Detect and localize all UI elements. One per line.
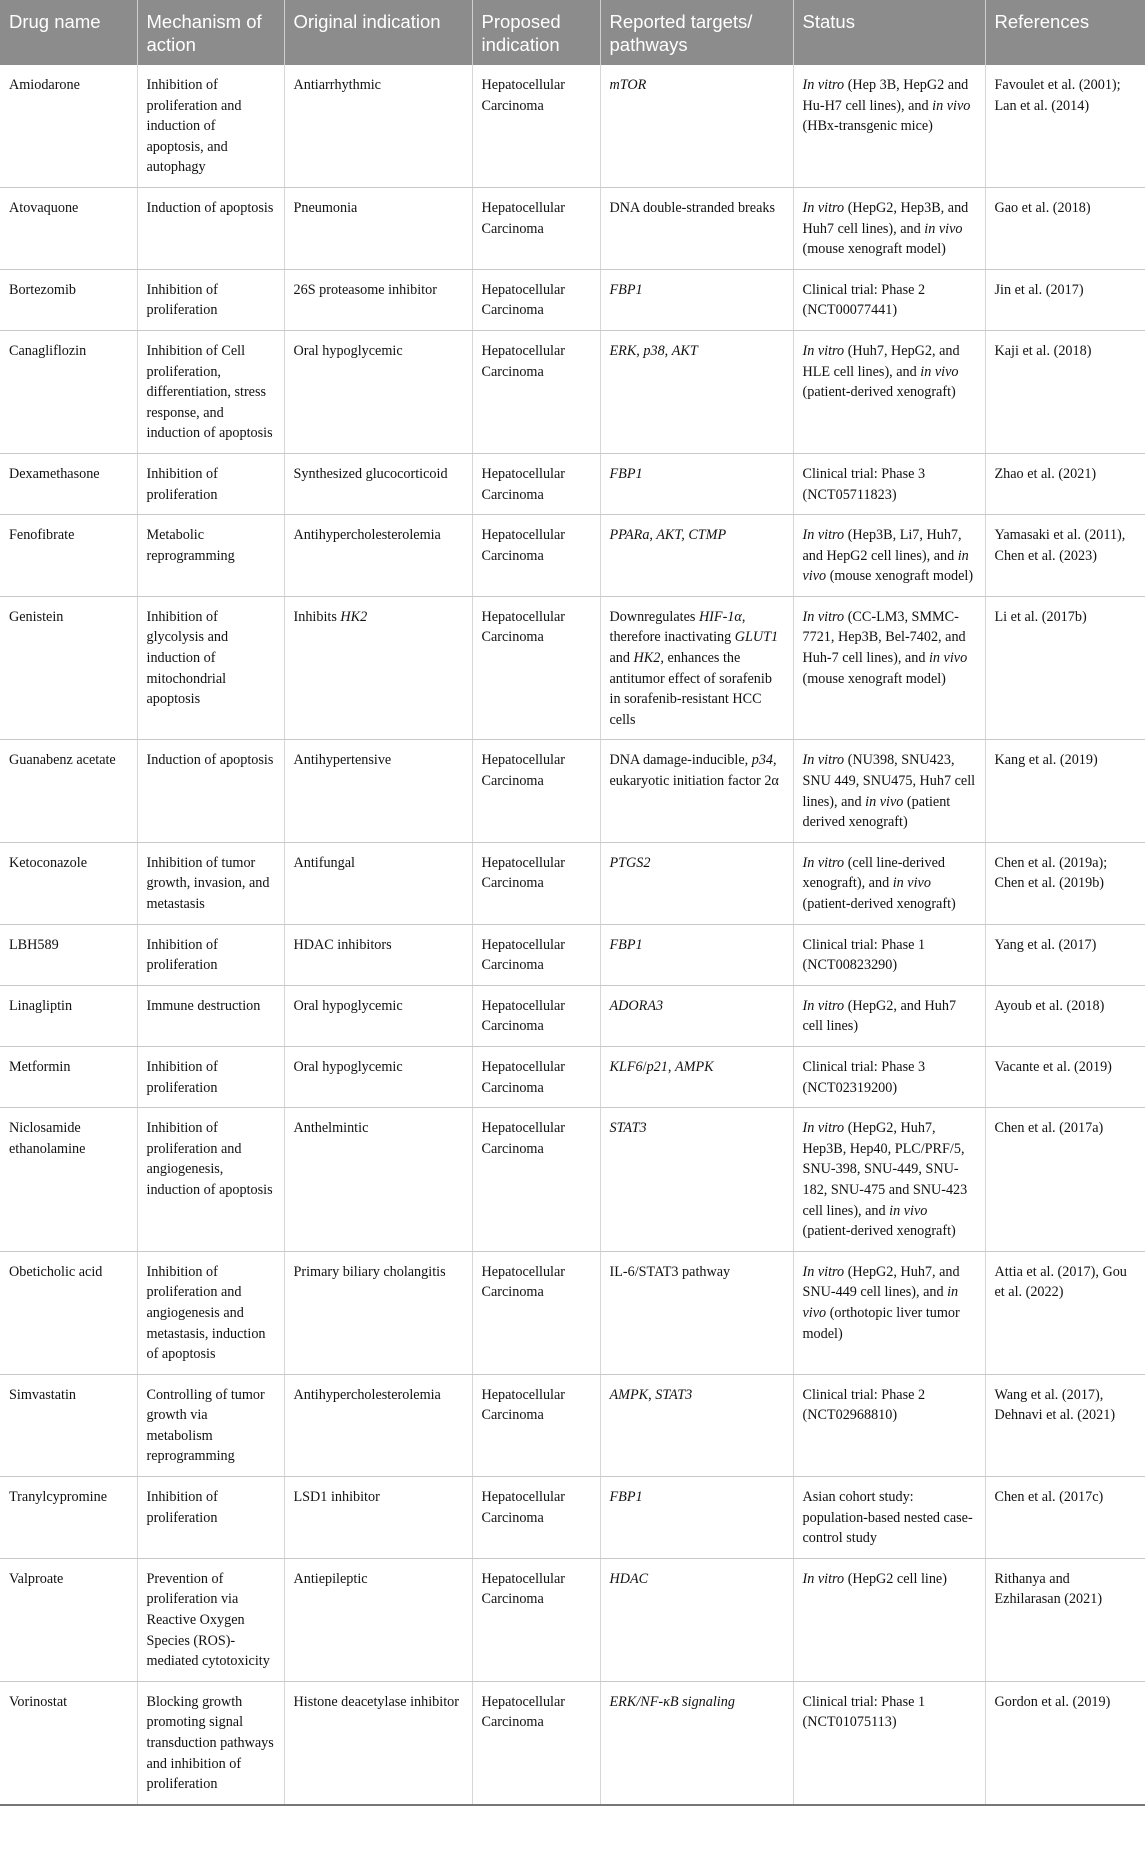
text-segment: IL-6/STAT3 pathway (609, 1263, 731, 1280)
text-segment: (Hep 3B, HepG2 and Hu-H7 cell lines), and (802, 77, 969, 114)
targets-cell (600, 1251, 793, 1374)
italic-text: in vivo (889, 1202, 928, 1219)
mechanism-cell: Inhibition of proliferation and angiogenesis, induction of apoptosis (137, 1108, 284, 1252)
text-segment: and (609, 650, 634, 667)
original-indication-cell: Antihypercholesterolemia (284, 515, 472, 597)
status-cell (793, 330, 985, 453)
mechanism-cell: Inhibition of proliferation (137, 924, 284, 985)
status-cell (793, 985, 985, 1046)
references-cell: Rithanya and Ezhilarasan (2021) (985, 1558, 1145, 1681)
original-indication-cell: 26S proteasome inhibitor (284, 269, 472, 330)
status-cell (793, 515, 985, 597)
proposed-indication-cell: Hepatocellular Carcinoma (472, 269, 600, 330)
header-original-indication: Original indication (284, 0, 472, 65)
targets-cell (600, 596, 793, 740)
text-segment: Clinical trial: Phase 2 (NCT02968810) (802, 1386, 926, 1424)
header-references: References (994, 11, 1090, 32)
italic-text: STAT3 (655, 1386, 693, 1403)
italic-text: in vivo (920, 363, 959, 380)
proposed-indication-cell: Hepatocellular Carcinoma (472, 1108, 600, 1252)
drug-name-cell: Amiodarone (0, 65, 137, 187)
references-cell: Chen et al. (2017a) (985, 1108, 1145, 1252)
table-row (0, 596, 1145, 740)
status-cell (793, 1251, 985, 1374)
italic-text: STAT3 (609, 1120, 647, 1137)
references-cell: Vacante et al. (2019) (985, 1046, 1145, 1107)
text-segment: (HepG2, Huh7, and SNU-449 cell lines), and (802, 1263, 960, 1301)
targets-cell (600, 330, 793, 453)
italic-text: AKT (671, 342, 698, 359)
original-indication-cell: Synthesized glucocorticoid (284, 453, 472, 514)
targets-cell (600, 269, 793, 330)
mechanism-cell: Prevention of proliferation via Reactive Oxygen Species (ROS)-mediated cytotoxicity (137, 1558, 284, 1681)
references-cell: Kaji et al. (2018) (985, 330, 1145, 453)
targets-cell (600, 1374, 793, 1476)
status-cell (793, 1046, 985, 1107)
italic-text: FBP1 (609, 465, 643, 482)
italic-text: In vitro (802, 752, 845, 769)
text-segment: , (636, 342, 644, 359)
drug-name-cell: Metformin (0, 1046, 137, 1107)
original-indication-cell: Antiarrhythmic (284, 65, 472, 187)
italic-text: HDAC (609, 1570, 649, 1587)
proposed-indication-cell: Hepatocellular Carcinoma (472, 924, 600, 985)
drug-name-cell: Niclosamide ethanolamine (0, 1108, 137, 1252)
italic-text: in vivo (924, 220, 963, 237)
drug-name-cell: Simvastatin (0, 1374, 137, 1476)
table-row (0, 1046, 1145, 1107)
italic-text: in vivo (802, 1284, 959, 1321)
drug-name-cell: Canagliflozin (0, 330, 137, 453)
mechanism-cell: Inhibition of proliferation and induction of apoptosis, and autophagy (137, 65, 284, 187)
original-indication-cell: Anthelmintic (284, 1108, 472, 1252)
table-row (0, 1558, 1145, 1681)
status-cell (793, 1374, 985, 1476)
italic-text: In vitro (802, 1120, 845, 1137)
italic-text: In vitro (802, 608, 845, 625)
text-segment: (Hep3B, Li7, Huh7, and HepG2 cell lines), and (802, 527, 962, 564)
mechanism-cell: Inhibition of tumor growth, invasion, and metastasis (137, 842, 284, 924)
references-cell: Wang et al. (2017), Dehnavi et al. (2021) (985, 1374, 1145, 1476)
status-cell (793, 65, 985, 187)
targets-cell (600, 187, 793, 269)
text-segment: (mouse xenograft model) (802, 241, 946, 258)
table-row (0, 924, 1145, 985)
italic-text: In vitro (802, 997, 845, 1014)
text-segment: (patient derived xenograft) (802, 793, 951, 831)
drug-name-cell: Atovaquone (0, 187, 137, 269)
original-indication-cell: Histone deacetylase inhibitor (284, 1681, 472, 1804)
italic-text: p34 (751, 752, 774, 769)
mechanism-cell: Inhibition of glycolysis and induction of mitochondrial apoptosis (137, 596, 284, 740)
original-indication-cell: Primary biliary cholangitis (284, 1251, 472, 1374)
targets-cell (600, 1558, 793, 1681)
italic-text: AMPK (674, 1058, 714, 1075)
italic-text: In vitro (802, 527, 845, 544)
original-indication-cell: Antifungal (284, 842, 472, 924)
original-indication-cell: Oral hypoglycemic (284, 1046, 472, 1107)
drug-name-cell: Valproate (0, 1558, 137, 1681)
status-cell (793, 596, 985, 740)
italic-text: PPARa, AKT, CTMP (609, 527, 727, 544)
references-cell: Gordon et al. (2019) (985, 1681, 1145, 1804)
table-row (0, 515, 1145, 597)
italic-text: in vivo (865, 793, 904, 810)
italic-text: In vitro (802, 77, 845, 93)
drug-name-cell: Genistein (0, 596, 137, 740)
table-row (0, 1251, 1145, 1374)
drug-name-cell: Ketoconazole (0, 842, 137, 924)
text-segment: Clinical trial: Phase 3 (NCT05711823) (802, 465, 926, 503)
drug-name-cell: Fenofibrate (0, 515, 137, 597)
italic-text: in vivo (802, 547, 969, 585)
text-segment: (NU398, SNU423, SNU 449, SNU475, Huh7 cell lines), and (802, 752, 976, 810)
header-mechanism: Mechanism of action (137, 0, 284, 65)
proposed-indication-cell: Hepatocellular Carcinoma (472, 515, 600, 597)
italic-text: ERK/NF-κB signaling (609, 1693, 735, 1710)
text-segment: , (664, 342, 672, 359)
references-cell: Li et al. (2017b) (985, 596, 1145, 740)
text-segment: (HBx-transgenic mice) (802, 118, 933, 135)
text-segment: , (667, 1058, 675, 1075)
italic-text: In vitro (802, 1263, 845, 1280)
targets-cell (600, 924, 793, 985)
references-cell: Zhao et al. (2021) (985, 453, 1145, 514)
references-cell: Attia et al. (2017), Gou et al. (2022) (985, 1251, 1145, 1374)
italic-text: PTGS2 (609, 854, 651, 871)
original-indication-cell (284, 596, 472, 740)
proposed-indication-cell: Hepatocellular Carcinoma (472, 1374, 600, 1476)
italic-text: In vitro (802, 342, 845, 359)
original-indication-cell: Oral hypoglycemic (284, 330, 472, 453)
text-segment: DNA damage-inducible, (609, 752, 752, 769)
text-segment: (patient-derived xenograft) (802, 1223, 956, 1240)
original-indication-cell: HDAC inhibitors (284, 924, 472, 985)
original-indication-cell: Antiepileptic (284, 1558, 472, 1681)
drug-name-cell: LBH589 (0, 924, 137, 985)
text-segment: DNA double-stranded breaks (609, 199, 775, 216)
targets-cell (600, 1477, 793, 1559)
proposed-indication-cell: Hepatocellular Carcinoma (472, 596, 600, 740)
table-body (0, 65, 1145, 1805)
text-segment: (HepG2, Huh7, Hep3B, Hep40, PLC/PRF/5, SNU-398, SNU-449, SNU-182, SNU-475 and SNU-423 cell lines), and (802, 1120, 968, 1219)
text-segment: (HepG2, and Huh7 cell lines) (802, 997, 957, 1035)
targets-cell (600, 1108, 793, 1252)
text-segment: (mouse xenograft model) (826, 568, 974, 585)
text-segment: (CC-LM3, SMMC-7721, Hep3B, Bel-7402, and Huh-7 cell lines), and (802, 608, 966, 667)
text-segment: , (648, 1386, 656, 1403)
references-cell: Yamasaki et al. (2011), Chen et al. (2023) (985, 515, 1145, 597)
references-cell: Ayoub et al. (2018) (985, 985, 1145, 1046)
original-indication-cell: Oral hypoglycemic (284, 985, 472, 1046)
table-row (0, 453, 1145, 514)
italic-text: GLUT1 (734, 629, 779, 646)
italic-text: HIF-1α (698, 608, 742, 625)
proposed-indication-cell: Hepatocellular Carcinoma (472, 453, 600, 514)
italic-text: p21 (646, 1058, 668, 1075)
table-row (0, 65, 1145, 187)
text-segment: Inhibits (293, 608, 341, 625)
table-row (0, 740, 1145, 842)
text-segment: (patient-derived xenograft) (802, 896, 956, 912)
references-cell: Chen et al. (2017c) (985, 1477, 1145, 1559)
text-segment: , eukaryotic initiation factor 2α (609, 752, 779, 790)
status-cell (793, 1681, 985, 1804)
header-proposed-indication: Proposed indication (472, 0, 600, 65)
targets-cell (600, 740, 793, 842)
drug-name-cell: Tranylcypromine (0, 1477, 137, 1559)
drug-name-cell: Dexamethasone (0, 453, 137, 514)
table-header-row (0, 0, 1145, 65)
references-cell: Kang et al. (2019) (985, 740, 1145, 842)
proposed-indication-cell: Hepatocellular Carcinoma (472, 985, 600, 1046)
text-segment: (HepG2 cell line) (844, 1570, 947, 1587)
references-cell: Gao et al. (2018) (985, 187, 1145, 269)
mechanism-cell: Inhibition of Cell proliferation, differentiation, stress response, and induction of apoptosis (137, 330, 284, 453)
drug-name-cell: Vorinostat (0, 1681, 137, 1804)
status-cell (793, 842, 985, 924)
proposed-indication-cell: Hepatocellular Carcinoma (472, 1046, 600, 1107)
mechanism-cell: Blocking growth promoting signal transduction pathways and inhibition of proliferation (137, 1681, 284, 1804)
proposed-indication-cell: Hepatocellular Carcinoma (472, 187, 600, 269)
status-cell (793, 1558, 985, 1681)
text-segment: , therefore inactivating (609, 608, 746, 646)
mechanism-cell: Inhibition of proliferation (137, 1477, 284, 1559)
mechanism-cell: Inhibition of proliferation (137, 1046, 284, 1107)
table-row (0, 330, 1145, 453)
mechanism-cell: Controlling of tumor growth via metabolism reprogramming (137, 1374, 284, 1476)
original-indication-cell: Antihypertensive (284, 740, 472, 842)
table-row (0, 1477, 1145, 1559)
mechanism-cell: Induction of apoptosis (137, 187, 284, 269)
italic-text: AMPK (609, 1386, 649, 1403)
references-cell: Chen et al. (2019a); Chen et al. (2019b) (985, 842, 1145, 924)
proposed-indication-cell: Hepatocellular Carcinoma (472, 1681, 600, 1804)
targets-cell (600, 453, 793, 514)
targets-cell (600, 842, 793, 924)
text-segment: Clinical trial: Phase 2 (NCT00077441) (802, 281, 926, 319)
text-segment: / (642, 1058, 647, 1075)
text-segment: (orthotopic liver tumor model) (802, 1304, 960, 1342)
mechanism-cell: Inhibition of proliferation (137, 453, 284, 514)
text-segment: Asian cohort study: population-based nested case-control study (802, 1489, 973, 1547)
mechanism-cell: Metabolic reprogramming (137, 515, 284, 597)
targets-cell (600, 515, 793, 597)
header-drug-name: Drug name (0, 0, 137, 65)
original-indication-cell: Pneumonia (284, 187, 472, 269)
status-cell (793, 1108, 985, 1252)
text-segment: (HepG2, Hep3B, and Huh7 cell lines), and (802, 199, 969, 237)
italic-text: FBP1 (609, 936, 643, 953)
proposed-indication-cell: Hepatocellular Carcinoma (472, 1558, 600, 1681)
italic-text: KLF6 (609, 1058, 643, 1075)
references-cell: Yang et al. (2017) (985, 924, 1145, 985)
header-targets: Reported targets/ pathways (600, 0, 793, 65)
text-segment: (mouse xenograft model) (802, 670, 946, 687)
status-cell (793, 1477, 985, 1559)
drug-name-cell: Bortezomib (0, 269, 137, 330)
italic-text: HK2 (340, 608, 368, 625)
original-indication-cell: Antihypercholesterolemia (284, 1374, 472, 1476)
italic-text: ADORA3 (609, 997, 664, 1014)
italic-text: In vitro (802, 854, 845, 871)
italic-text: FBP1 (609, 281, 643, 298)
references-cell: Jin et al. (2017) (985, 269, 1145, 330)
text-segment: (Huh7, HepG2, and HLE cell lines), and (802, 342, 960, 380)
table-row (0, 1681, 1145, 1804)
original-indication-cell: LSD1 inhibitor (284, 1477, 472, 1559)
italic-text: mTOR (609, 77, 647, 93)
italic-text: ERK (609, 342, 637, 359)
text-segment: Downregulates (609, 608, 699, 625)
header-status: Status (793, 0, 985, 65)
proposed-indication-cell: Hepatocellular Carcinoma (472, 330, 600, 453)
status-cell (793, 740, 985, 842)
text-segment: enhances the antitumor effect of sorafenib in sorafenib-resistant HCC cells (609, 650, 772, 728)
table-row (0, 269, 1145, 330)
mechanism-cell: Immune destruction (137, 985, 284, 1046)
italic-text: FBP1 (609, 1489, 643, 1506)
table-row (0, 985, 1145, 1046)
status-cell (793, 187, 985, 269)
references-cell: Favoulet et al. (2001); Lan et al. (2014) (985, 65, 1145, 187)
targets-cell (600, 1681, 793, 1804)
table-row (0, 842, 1145, 924)
targets-cell (600, 1046, 793, 1107)
italic-text: p38 (643, 342, 665, 359)
table-row (0, 1374, 1145, 1476)
italic-text: In vitro (802, 199, 845, 216)
italic-text: HK2, (633, 650, 664, 667)
drug-name-cell: Linagliptin (0, 985, 137, 1046)
proposed-indication-cell: Hepatocellular Carcinoma (472, 842, 600, 924)
mechanism-cell: Inhibition of proliferation and angiogenesis and metastasis, induction of apoptosis (137, 1251, 284, 1374)
text-segment: Clinical trial: Phase 3 (NCT02319200) (802, 1058, 926, 1096)
italic-text: in vivo (932, 97, 971, 114)
text-segment: (patient-derived xenograft) (802, 384, 956, 401)
proposed-indication-cell: Hepatocellular Carcinoma (472, 1477, 600, 1559)
status-cell (793, 269, 985, 330)
text-segment: Clinical trial: Phase 1 (NCT00823290) (802, 936, 926, 974)
proposed-indication-cell: Hepatocellular Carcinoma (472, 1251, 600, 1374)
targets-cell (600, 985, 793, 1046)
status-cell (793, 924, 985, 985)
text-segment: (cell line-derived xenograft), and (802, 854, 945, 892)
targets-cell (600, 65, 793, 187)
table-row (0, 1108, 1145, 1252)
proposed-indication-cell: Hepatocellular Carcinoma (472, 65, 600, 187)
text-segment: Clinical trial: Phase 1 (NCT01075113) (802, 1693, 926, 1731)
drug-name-cell: Guanabenz acetate (0, 740, 137, 842)
proposed-indication-cell: Hepatocellular Carcinoma (472, 740, 600, 842)
table-row (0, 187, 1145, 269)
italic-text: in vivo (928, 650, 968, 667)
italic-text: In vitro (802, 1570, 845, 1587)
status-cell (793, 453, 985, 514)
mechanism-cell: Induction of apoptosis (137, 740, 284, 842)
drug-name-cell: Obeticholic acid (0, 1251, 137, 1374)
italic-text: in vivo (892, 875, 931, 892)
mechanism-cell: Inhibition of proliferation (137, 269, 284, 330)
